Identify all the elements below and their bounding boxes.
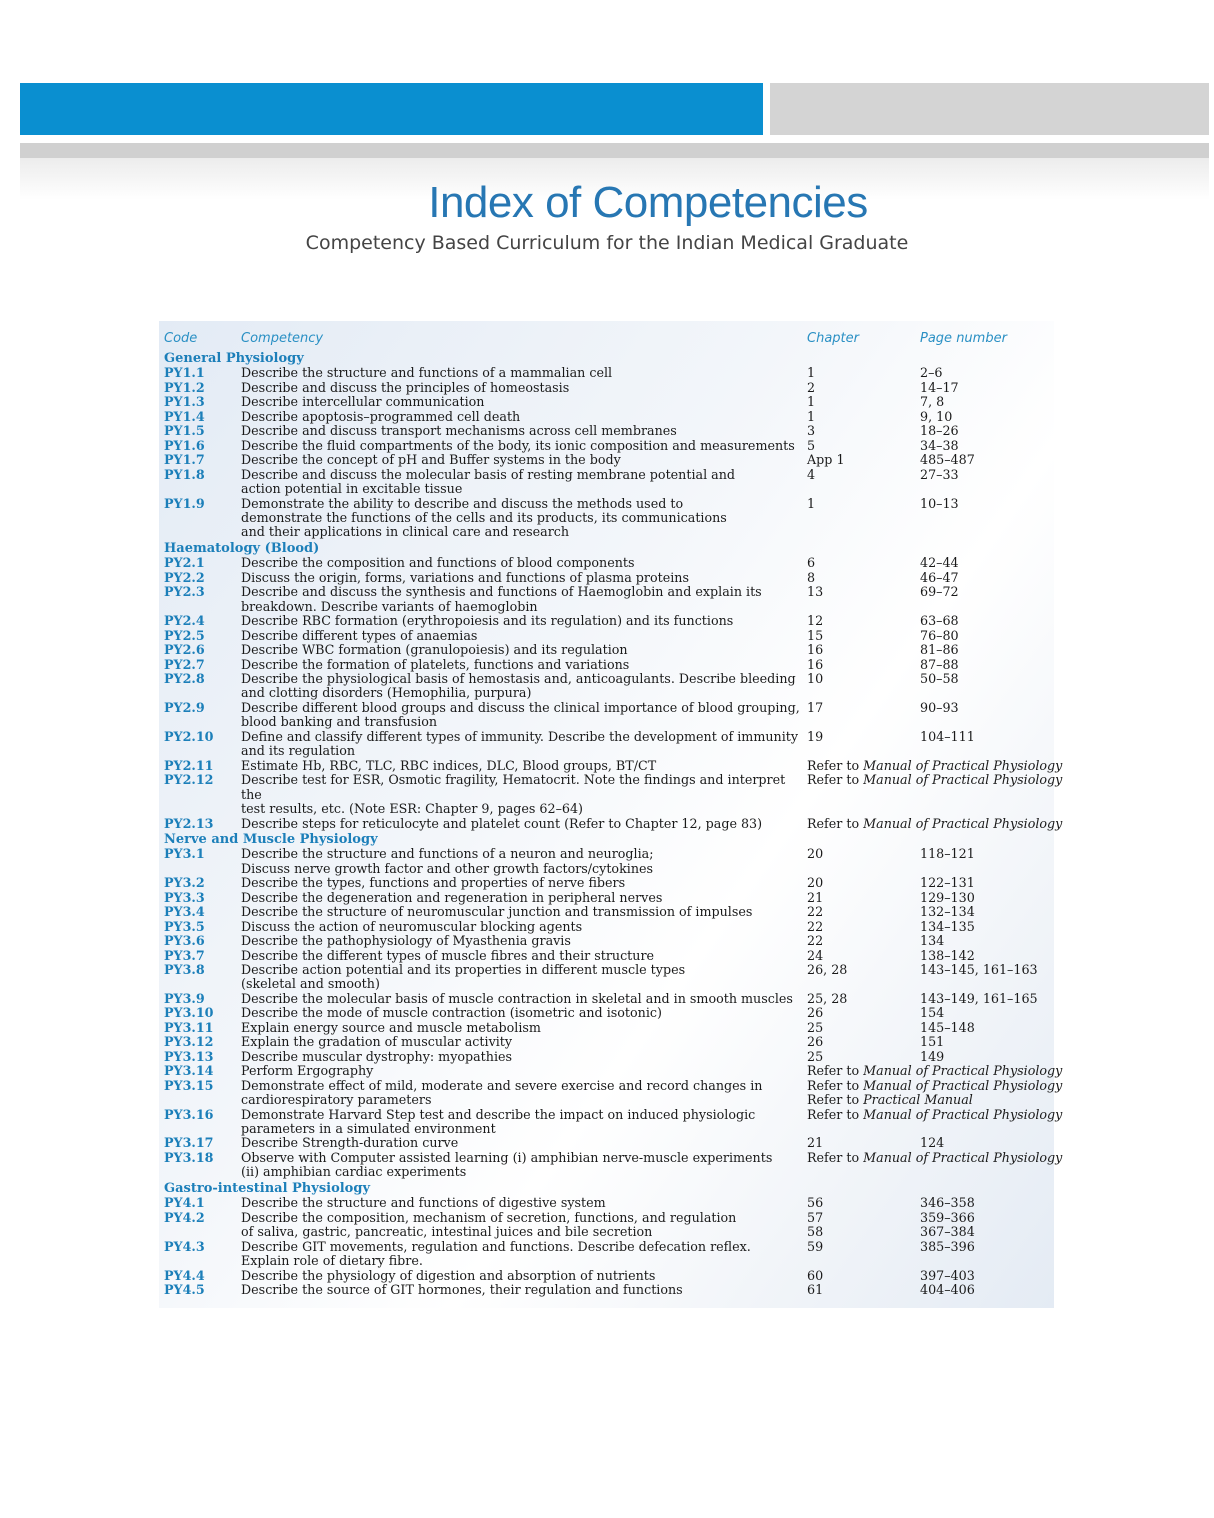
competency-table xyxy=(164,331,1063,1297)
competency-description: Describe intercellular communication xyxy=(241,394,485,410)
competency-description: Describe the structure of neuromuscular junction and transmission of impulses xyxy=(241,904,753,920)
column-header-competency: Competency xyxy=(241,331,324,346)
table-row xyxy=(164,920,1050,934)
page-subtitle: Competency Based Curriculum for the Indian Medical Graduate xyxy=(305,232,909,254)
reference-title: Manual of Practical Physiology xyxy=(863,1106,1063,1122)
chapter-number: 21 xyxy=(807,1135,824,1151)
chapter-number: 19 xyxy=(807,728,824,744)
table-row xyxy=(164,424,1050,438)
header-band-blue xyxy=(20,83,763,135)
reference-title: Manual of Practical Physiology xyxy=(863,772,1063,788)
page-number: 118–121 xyxy=(920,846,975,862)
competency-code: PY1.5 xyxy=(164,423,205,439)
competency-description: Describe the degeneration and regeneration in peripheral nerves xyxy=(241,889,663,905)
reference-note xyxy=(807,1063,1062,1078)
competency-code: PY1.6 xyxy=(164,437,205,453)
chapter-number: 22 xyxy=(807,933,824,949)
competency-description: Describe the molecular basis of muscle contraction in skeletal and in smooth muscles xyxy=(241,990,793,1006)
table-row xyxy=(164,1283,1050,1297)
reference-note xyxy=(807,1150,1062,1165)
table-row xyxy=(164,585,1050,614)
page-number: 69–72 xyxy=(920,584,959,600)
table-row xyxy=(164,1149,1063,1180)
table-row xyxy=(164,772,1063,817)
section-heading: Gastro-intestinal Physiology xyxy=(164,1180,370,1196)
chapter-number: 24 xyxy=(807,947,824,963)
competency-description: Describe and discuss the molecular basis of resting membrane potential and action potential in excitable tissue xyxy=(241,466,736,497)
reference-cell xyxy=(807,759,1062,773)
table-row xyxy=(164,381,1050,395)
competency-description: Describe and discuss the principles of homeostasis xyxy=(241,379,570,395)
chapter-number: 5 xyxy=(807,437,816,453)
chapter-number: 1 xyxy=(807,365,816,381)
competency-description: Describe the physiology of digestion and absorption of nutrients xyxy=(241,1267,656,1283)
competency-code: PY3.13 xyxy=(164,1048,214,1064)
page-number: 385–396 xyxy=(920,1238,975,1254)
competency-description: Describe the concept of pH and Buffer systems in the body xyxy=(241,452,621,468)
page-number: 2–6 xyxy=(920,365,943,381)
competency-code: PY2.3 xyxy=(164,584,205,600)
chapter-number: 13 xyxy=(807,584,824,600)
table-row xyxy=(164,439,1050,453)
reference-prefix: Refer to xyxy=(807,1092,864,1108)
competency-description: Discuss the action of neuromuscular blocking agents xyxy=(241,918,583,934)
table-row xyxy=(164,1269,1050,1283)
competency-code: PY2.10 xyxy=(164,728,214,744)
competency-description: Define and classify different types of immunity. Describe the development of immunity and its regulation xyxy=(241,728,799,759)
competency-description: Demonstrate Harvard Step test and describe the impact on induced physiologic parameters in a simulated environment xyxy=(241,1106,756,1137)
chapter-number: 26 xyxy=(807,1005,824,1021)
competency-description: Describe GIT movements, regulation and functions. Describe defecation reflex. Explain role of dietary fibre. xyxy=(241,1238,751,1269)
competency-description: Demonstrate effect of mild, moderate and severe exercise and record changes in cardiorespiratory parameters xyxy=(241,1077,763,1108)
competency-code: PY3.5 xyxy=(164,918,205,934)
competency-description: Describe the structure and functions of a mammalian cell xyxy=(241,365,613,381)
chapter-number: App 1 xyxy=(807,452,845,468)
table-row xyxy=(164,1106,1063,1137)
chapter-number: 25, 28 xyxy=(807,990,848,1006)
reference-title: Manual of Practical Physiology xyxy=(863,1149,1063,1165)
competency-code: PY2.7 xyxy=(164,656,205,672)
page-number: 81–86 xyxy=(920,642,959,658)
competency-description: Describe and discuss the synthesis and functions of Haemoglobin and explain its breakdown. Describe variants of haemoglobin xyxy=(241,584,762,614)
section-heading: Haematology (Blood) xyxy=(164,540,320,556)
chapter-number: 4 xyxy=(807,466,816,482)
table-row xyxy=(164,757,1063,773)
page-number: 34–38 xyxy=(920,437,959,453)
page-number: 129–130 xyxy=(920,889,975,905)
page-number: 10–13 xyxy=(920,495,959,511)
competency-code: PY2.12 xyxy=(164,772,214,788)
competency-code: PY3.14 xyxy=(164,1063,214,1079)
table-row xyxy=(164,815,1063,831)
chapter-number: 22 xyxy=(807,918,824,934)
competency-description: Describe different blood groups and discuss the clinical importance of blood grouping, blood banking and transfusion xyxy=(241,699,800,730)
competency-code: PY4.2 xyxy=(164,1209,205,1225)
reference-title: Manual of Practical Physiology xyxy=(863,1063,1063,1079)
reference-cell xyxy=(807,1151,1062,1180)
page-number: 42–44 xyxy=(920,555,959,571)
page-number: 63–68 xyxy=(920,613,959,629)
reference-title: Practical Manual xyxy=(863,1092,973,1108)
competency-code: PY2.2 xyxy=(164,569,205,585)
reference-note xyxy=(807,772,1062,787)
competency-code: PY2.1 xyxy=(164,555,205,571)
table-row xyxy=(164,395,1050,409)
reference-prefix: Refer to xyxy=(807,815,864,831)
page-number: 132–134 xyxy=(920,904,975,920)
competency-code: PY1.2 xyxy=(164,379,205,395)
table-row xyxy=(164,1035,1050,1049)
reference-title: Manual of Practical Physiology xyxy=(863,1077,1063,1093)
chapter-number: 26, 28 xyxy=(807,962,848,978)
page-number: 9, 10 xyxy=(920,408,953,424)
competency-code: PY1.1 xyxy=(164,365,205,381)
page-number: 154 xyxy=(920,1005,945,1021)
chapter-number: 6 xyxy=(807,555,816,571)
chapter-number: 1 xyxy=(807,394,816,410)
competency-description: Describe the composition, mechanism of secretion, functions, and regulation of saliva, gastric, pancreatic, intestinal juices and bile secretion xyxy=(241,1209,737,1240)
competency-description: Observe with Computer assisted learning (i) amphibian nerve-muscle experiments (ii) amphibian cardiac experiments xyxy=(241,1149,773,1180)
competency-code: PY3.17 xyxy=(164,1135,214,1151)
table-row xyxy=(164,992,1050,1006)
page-number: 46–47 xyxy=(920,569,959,585)
page-number: 18–26 xyxy=(920,423,959,439)
column-header-chapter: Chapter xyxy=(807,331,859,346)
page-number: 404–406 xyxy=(920,1282,975,1297)
chapter-number: 59 xyxy=(807,1238,824,1254)
competency-description: Describe the fluid compartments of the body, its ionic composition and measurements xyxy=(241,437,795,453)
page-number: 143–149, 161–165 xyxy=(920,990,1038,1006)
section-heading: General Physiology xyxy=(164,351,304,366)
competency-description: Describe Strength-duration curve xyxy=(241,1135,459,1151)
table-row xyxy=(164,949,1050,963)
chapter-number: 10 xyxy=(807,670,824,686)
competency-code: PY3.11 xyxy=(164,1019,214,1035)
competency-code: PY3.15 xyxy=(164,1077,214,1093)
chapter-number: 16 xyxy=(807,656,824,672)
page-number: 143–145, 161–163 xyxy=(920,962,1038,978)
reference-prefix: Refer to xyxy=(807,1077,864,1093)
competency-code: PY3.12 xyxy=(164,1034,214,1050)
table-row xyxy=(164,629,1050,643)
page-number: 14–17 xyxy=(920,379,959,395)
page-number: 134–135 xyxy=(920,918,975,934)
competency-code: PY2.6 xyxy=(164,642,205,658)
competency-code: PY3.2 xyxy=(164,875,205,891)
competency-description: Describe and discuss transport mechanisms across cell membranes xyxy=(241,423,677,439)
chapter-number: 1 xyxy=(807,495,816,511)
chapter-number: 21 xyxy=(807,889,824,905)
table-row xyxy=(164,614,1050,628)
table-header xyxy=(164,332,1050,352)
competency-description: Describe the mode of muscle contraction (isometric and isotonic) xyxy=(241,1005,662,1021)
page-title: Index of Competencies xyxy=(428,178,868,227)
table-row xyxy=(164,1240,1050,1269)
competency-description: Describe the physiological basis of hemostasis and, anticoagulants. Describe bleeding and clotting disorders (Hemophilia, purpura) xyxy=(241,670,796,701)
header-band-gray xyxy=(770,83,1209,135)
table-row xyxy=(164,1077,1063,1108)
competency-description: Perform Ergography xyxy=(241,1063,374,1079)
reference-prefix: Refer to xyxy=(807,1149,864,1165)
page-number: 122–131 xyxy=(920,875,975,891)
competency-description: Describe the formation of platelets, functions and variations xyxy=(241,656,630,672)
reference-cell xyxy=(807,1108,1062,1137)
reference-note xyxy=(807,816,1062,831)
reference-cell xyxy=(807,817,1062,831)
competency-code: PY1.8 xyxy=(164,466,205,482)
reference-title: Manual of Practical Physiology xyxy=(863,815,1063,831)
page-number: 346–358 xyxy=(920,1195,975,1211)
competency-description: Describe the source of GIT hormones, their regulation and functions xyxy=(241,1282,683,1297)
chapter-number: 20 xyxy=(807,846,824,862)
chapter-number: 25 xyxy=(807,1019,824,1035)
competency-code: PY2.8 xyxy=(164,670,205,686)
page-number: 76–80 xyxy=(920,627,959,643)
competency-code: PY2.5 xyxy=(164,627,205,643)
header-strip xyxy=(20,143,1209,158)
competency-description: Describe the structure and functions of a neuron and neuroglia; Discuss nerve growth factor and other growth factors/cytokines xyxy=(241,846,654,876)
competency-code: PY3.10 xyxy=(164,1005,214,1021)
chapter-number: 61 xyxy=(807,1282,824,1297)
competency-code: PY1.4 xyxy=(164,408,205,424)
table-row xyxy=(164,905,1050,919)
chapter-number: 26 xyxy=(807,1034,824,1050)
chapter-number: 8 xyxy=(807,569,816,585)
chapter-number: 12 xyxy=(807,613,824,629)
competency-description: Describe action potential and its properties in different muscle types (skeletal and smooth) xyxy=(241,962,686,992)
competency-description: Describe the different types of muscle fibres and their structure xyxy=(241,947,655,963)
reference-note xyxy=(807,1092,973,1107)
competency-description: Describe muscular dystrophy: myopathies xyxy=(241,1048,513,1064)
competency-description: Explain the gradation of muscular activity xyxy=(241,1034,513,1050)
chapter-number: 56 xyxy=(807,1195,824,1211)
competency-code: PY4.3 xyxy=(164,1238,205,1254)
competency-description: Estimate Hb, RBC, TLC, RBC indices, DLC, Blood groups, BT/CT xyxy=(241,757,657,773)
table-row xyxy=(164,847,1050,876)
reference-prefix: Refer to xyxy=(807,772,864,788)
competency-description: Describe apoptosis–programmed cell death xyxy=(241,408,521,424)
table-row xyxy=(164,410,1050,424)
page-number: 397–403 xyxy=(920,1267,975,1283)
page-number: 138–142 xyxy=(920,947,975,963)
page-number: 50–58 xyxy=(920,670,959,686)
reference-prefix: Refer to xyxy=(807,1106,864,1122)
page-number: 104–111 xyxy=(920,728,975,744)
reference-note xyxy=(807,1078,1062,1093)
page-number: 485–487 xyxy=(920,452,975,468)
competency-code: PY1.9 xyxy=(164,495,205,511)
table-row xyxy=(164,1063,1063,1079)
chapter-number: 1 xyxy=(807,408,816,424)
table-row xyxy=(164,730,1050,759)
competency-description: Describe the composition and functions of blood components xyxy=(241,555,635,571)
page-number: 27–33 xyxy=(920,466,959,482)
page-number: 90–93 xyxy=(920,699,959,715)
competency-code: PY4.4 xyxy=(164,1267,205,1283)
competency-code: PY2.4 xyxy=(164,613,205,629)
page-number: 145–148 xyxy=(920,1019,975,1035)
reference-prefix: Refer to xyxy=(807,757,864,773)
competency-code: PY3.4 xyxy=(164,904,205,920)
reference-note xyxy=(807,758,1062,773)
page-number: 124 xyxy=(920,1135,945,1151)
table-row xyxy=(164,1021,1050,1035)
page-number: 87–88 xyxy=(920,656,959,672)
reference-cell xyxy=(807,1079,1062,1108)
chapter-number: 25 xyxy=(807,1048,824,1064)
competency-code: PY2.11 xyxy=(164,757,214,773)
chapter-number: 57 58 xyxy=(807,1209,824,1240)
chapter-number: 15 xyxy=(807,627,824,643)
reference-prefix: Refer to xyxy=(807,1063,864,1079)
competency-code: PY3.8 xyxy=(164,962,205,978)
competency-code: PY3.3 xyxy=(164,889,205,905)
section-heading: Nerve and Muscle Physiology xyxy=(164,831,378,847)
reference-note xyxy=(807,1107,1062,1122)
competency-code: PY3.6 xyxy=(164,933,205,949)
competency-code: PY3.1 xyxy=(164,846,205,862)
competency-description: Describe test for ESR, Osmotic fragility, Hematocrit. Note the findings and interpret the test results, etc. (Note ESR: Chapter 9, pages 62–64) xyxy=(241,772,786,817)
table-row xyxy=(164,1006,1050,1020)
chapter-number: 60 xyxy=(807,1267,824,1283)
page-number: 134 xyxy=(920,933,945,949)
competency-description: Describe WBC formation (granulopoiesis) and its regulation xyxy=(241,642,628,658)
competency-code: PY3.16 xyxy=(164,1106,214,1122)
page-number: 149 xyxy=(920,1048,945,1064)
competency-description: Describe the types, functions and properties of nerve fibers xyxy=(241,875,626,891)
chapter-number: 20 xyxy=(807,875,824,891)
page-number: 151 xyxy=(920,1034,945,1050)
table-row xyxy=(164,1050,1050,1064)
competency-description: Explain energy source and muscle metabolism xyxy=(241,1019,541,1035)
competency-code: PY1.3 xyxy=(164,394,205,410)
table-row xyxy=(164,1196,1050,1210)
competency-description: Describe the pathophysiology of Myasthenia gravis xyxy=(241,933,571,949)
competency-code: PY4.5 xyxy=(164,1282,205,1297)
competency-description: Describe RBC formation (erythropoiesis and its regulation) and its functions xyxy=(241,613,734,629)
reference-title: Manual of Practical Physiology xyxy=(863,757,1063,773)
chapter-number: 16 xyxy=(807,642,824,658)
table-row xyxy=(164,672,1050,701)
table-row xyxy=(164,891,1050,905)
competency-code: PY1.7 xyxy=(164,452,205,468)
table-row xyxy=(164,366,1050,380)
competency-description: Describe different types of anaemias xyxy=(241,627,478,643)
competency-code: PY2.13 xyxy=(164,815,214,831)
page-number: 359–366 367–384 xyxy=(920,1209,975,1240)
competency-code: PY3.7 xyxy=(164,947,205,963)
competency-code: PY3.18 xyxy=(164,1149,214,1165)
competency-description: Discuss the origin, forms, variations and functions of plasma proteins xyxy=(241,569,689,585)
competency-code: PY3.9 xyxy=(164,990,205,1006)
table-row xyxy=(164,876,1050,890)
table-row xyxy=(164,1136,1050,1150)
competency-code: PY2.9 xyxy=(164,699,205,715)
chapter-number: 3 xyxy=(807,423,816,439)
competency-description: Describe the structure and functions of digestive system xyxy=(241,1195,606,1211)
table-row xyxy=(164,963,1050,992)
competency-code: PY4.1 xyxy=(164,1195,205,1211)
chapter-number: 17 xyxy=(807,699,824,715)
reference-cell xyxy=(807,773,1062,816)
table-row xyxy=(164,556,1050,570)
column-header-code: Code xyxy=(164,331,198,346)
table-row xyxy=(164,453,1050,467)
chapter-number: 2 xyxy=(807,379,816,395)
table-row xyxy=(164,571,1050,585)
table-row xyxy=(164,497,1050,540)
reference-cell xyxy=(807,1064,1062,1078)
competency-description: Describe steps for reticulocyte and platelet count (Refer to Chapter 12, page 83) xyxy=(241,815,763,831)
page-number: 7, 8 xyxy=(920,394,945,410)
table-row xyxy=(164,934,1050,948)
table-row xyxy=(164,643,1050,657)
table-row xyxy=(164,658,1050,672)
competency-description: Demonstrate the ability to describe and discuss the methods used to demonstrate the functions of the cells and its products, its communications and their applications in clinical care and research xyxy=(241,495,727,540)
column-header-page: Page number xyxy=(920,331,1007,346)
table-row xyxy=(164,1211,1050,1240)
chapter-number: 22 xyxy=(807,904,824,920)
table-row xyxy=(164,701,1050,730)
table-row xyxy=(164,468,1050,497)
